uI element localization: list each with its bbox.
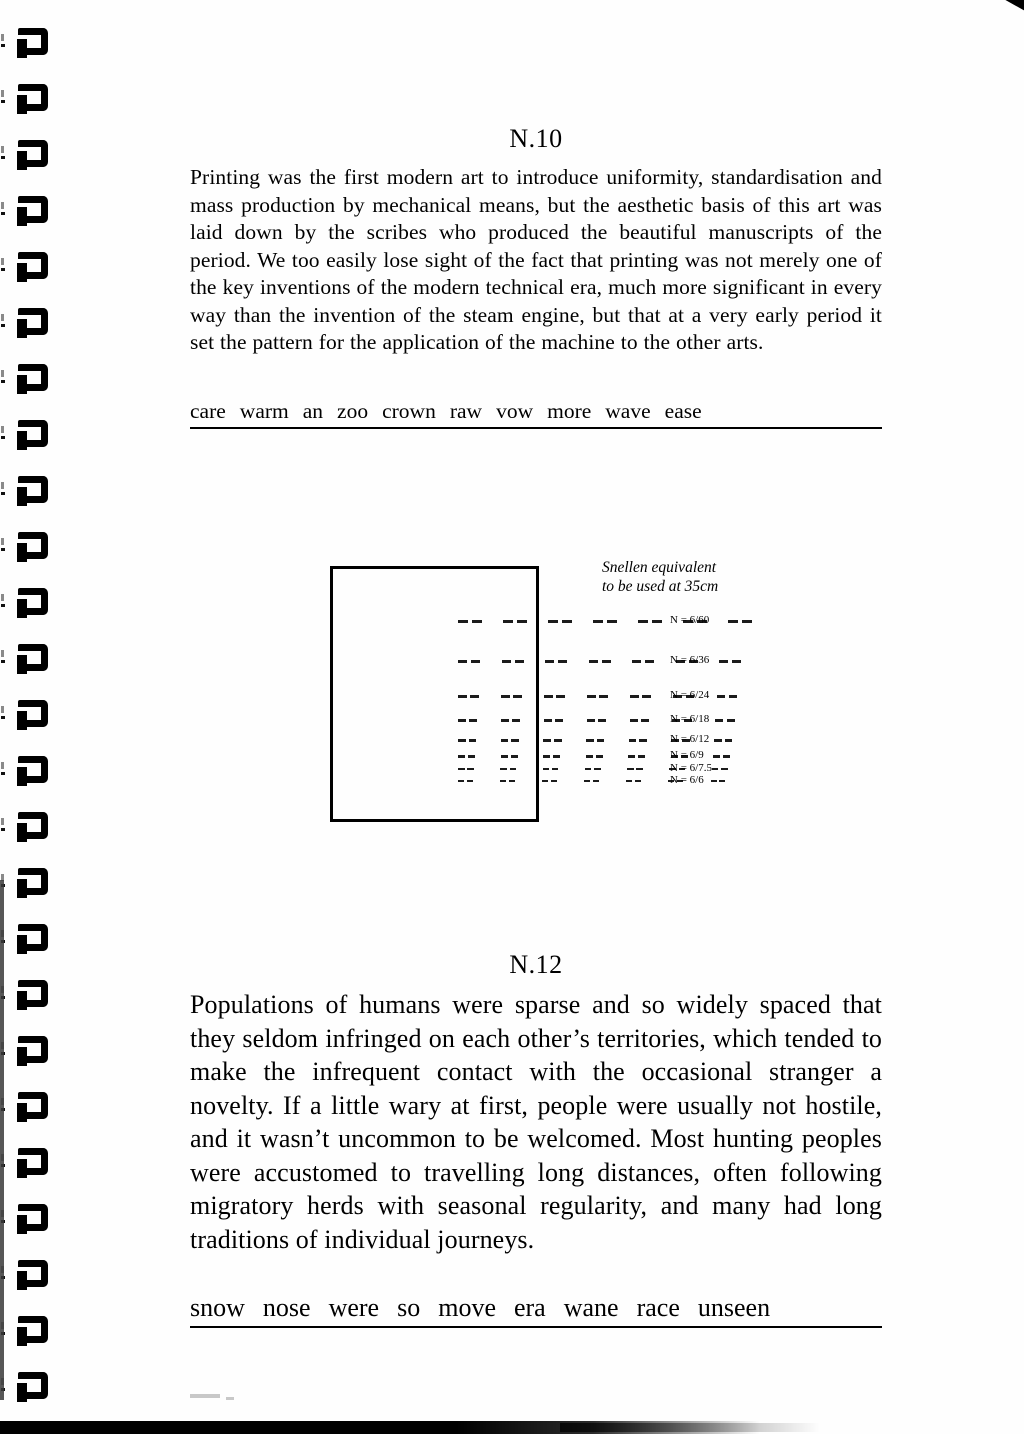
snellen-dash bbox=[719, 780, 725, 782]
snellen-dash bbox=[721, 768, 728, 770]
spiral-ring-core bbox=[17, 1383, 27, 1402]
word-item: ease bbox=[664, 399, 702, 423]
snellen-dash-pair bbox=[712, 768, 728, 770]
snellen-dash-pair bbox=[632, 660, 654, 663]
snellen-acuity-label: N = 6/36 bbox=[670, 654, 710, 666]
word-item: so bbox=[397, 1293, 421, 1322]
spiral-ring-icon bbox=[18, 196, 48, 223]
snellen-dash-pair bbox=[593, 620, 617, 623]
snellen-dash bbox=[585, 768, 592, 770]
snellen-dash bbox=[543, 739, 551, 742]
spiral-ring-icon bbox=[18, 364, 48, 391]
snellen-dash bbox=[628, 755, 635, 758]
snellen-dash bbox=[597, 739, 605, 742]
word-item: were bbox=[328, 1293, 380, 1322]
word-item: care bbox=[190, 399, 226, 423]
snellen-dash bbox=[513, 695, 522, 698]
snellen-acuity-label: N = 6/24 bbox=[670, 689, 710, 701]
snellen-dash-pair bbox=[458, 620, 482, 623]
snellen-dash bbox=[714, 739, 722, 742]
snellen-dash-pair bbox=[586, 739, 604, 742]
snellen-dash-pair bbox=[548, 620, 572, 623]
spiral-ring-icon bbox=[18, 924, 48, 951]
snellen-acuity-label: N = 6/6 bbox=[670, 774, 704, 786]
snellen-dash-pair bbox=[584, 780, 599, 782]
corner-wedge-mark bbox=[988, 0, 1024, 18]
snellen-dash bbox=[512, 719, 520, 722]
snellen-dash bbox=[458, 719, 466, 722]
spiral-ring-icon bbox=[18, 476, 48, 503]
punch-hole-mark bbox=[1, 706, 4, 713]
snellen-dash bbox=[458, 660, 467, 663]
snellen-dash bbox=[515, 660, 524, 663]
snellen-dash bbox=[510, 768, 517, 770]
snellen-dash bbox=[602, 660, 611, 663]
snellen-dash bbox=[554, 739, 562, 742]
punch-hole-mark bbox=[1, 34, 4, 41]
snellen-dash bbox=[470, 695, 479, 698]
punch-hole-mark bbox=[1, 818, 4, 825]
snellen-dash bbox=[544, 695, 553, 698]
word-line-n10-wrap bbox=[190, 398, 882, 429]
snellen-dash bbox=[645, 660, 654, 663]
snellen-acuity-label: N = 6/18 bbox=[670, 713, 710, 725]
snellen-dash-pair bbox=[501, 719, 520, 722]
snellen-dash bbox=[723, 755, 730, 758]
punch-hole-mark bbox=[1, 426, 4, 433]
word-item: an bbox=[302, 399, 324, 423]
snellen-dash bbox=[471, 660, 480, 663]
spiral-ring-icon bbox=[18, 84, 48, 111]
snellen-dash-pair bbox=[544, 695, 565, 698]
snellen-dash bbox=[589, 660, 598, 663]
snellen-dash bbox=[542, 780, 548, 782]
punch-hole-mark bbox=[1, 762, 4, 769]
snellen-dash-pair bbox=[458, 755, 475, 758]
snellen-dash-pair bbox=[458, 780, 473, 782]
word-item: crown bbox=[382, 399, 436, 423]
snellen-dash bbox=[607, 620, 617, 623]
snellen-dash bbox=[467, 780, 473, 782]
spiral-ring-core bbox=[17, 1047, 27, 1066]
snellen-dash bbox=[458, 620, 468, 623]
spiral-ring-icon bbox=[18, 1316, 48, 1343]
section-number-n10: N.10 bbox=[509, 124, 563, 153]
snellen-dash-pair bbox=[586, 755, 603, 758]
snellen-dash bbox=[594, 768, 601, 770]
snellen-dash bbox=[639, 739, 647, 742]
snellen-dash bbox=[511, 755, 518, 758]
snellen-dash bbox=[501, 719, 509, 722]
snellen-acuity-label: N = 6/7.5 bbox=[670, 762, 712, 774]
snellen-dash bbox=[598, 719, 606, 722]
snellen-dash bbox=[629, 739, 637, 742]
snellen-dash bbox=[548, 620, 558, 623]
word-item: move bbox=[438, 1293, 496, 1322]
spiral-binding bbox=[0, 0, 70, 1434]
snellen-dash bbox=[509, 780, 515, 782]
snellen-dash bbox=[727, 719, 735, 722]
snellen-dash bbox=[725, 739, 733, 742]
word-line-n12-wrap bbox=[190, 1292, 882, 1328]
spiral-ring-core bbox=[17, 543, 27, 562]
spiral-ring-core bbox=[17, 431, 27, 450]
spiral-ring-core bbox=[17, 1327, 27, 1346]
punch-hole-mark bbox=[1, 90, 4, 97]
snellen-dash bbox=[502, 660, 511, 663]
word-item: vow bbox=[496, 399, 534, 423]
spiral-ring-core bbox=[17, 263, 27, 282]
snellen-dash bbox=[467, 768, 474, 770]
snellen-dash bbox=[593, 780, 599, 782]
snellen-acuity-label: N = 6/60 bbox=[670, 614, 710, 626]
punch-hole-mark bbox=[1, 258, 4, 265]
snellen-dash bbox=[642, 695, 651, 698]
spiral-ring-icon bbox=[18, 1092, 48, 1119]
word-list-n10 bbox=[190, 398, 882, 429]
punch-hole-mark bbox=[1, 594, 4, 601]
snellen-dash bbox=[552, 768, 559, 770]
snellen-dash-pair bbox=[543, 739, 561, 742]
snellen-chart-box bbox=[330, 566, 539, 822]
snellen-dash-pair bbox=[545, 660, 567, 663]
word-item: more bbox=[547, 399, 592, 423]
word-item: era bbox=[513, 1293, 546, 1322]
spiral-ring-core bbox=[17, 319, 27, 338]
snellen-acuity-label: N = 6/12 bbox=[670, 733, 710, 745]
snellen-caption-line-2: to be used at 35cm bbox=[602, 578, 719, 595]
snellen-dash-pair bbox=[626, 780, 641, 782]
snellen-dash-pair bbox=[543, 755, 560, 758]
snellen-dash-pair bbox=[728, 620, 752, 623]
spiral-ring-icon bbox=[18, 1204, 48, 1231]
word-item: raw bbox=[449, 399, 483, 423]
snellen-dash bbox=[632, 660, 641, 663]
snellen-dash bbox=[742, 620, 752, 623]
spiral-ring-core bbox=[17, 711, 27, 730]
snellen-dash bbox=[717, 695, 726, 698]
spiral-ring-core bbox=[17, 599, 27, 618]
paragraph-n12-wrap bbox=[190, 988, 882, 1256]
snellen-dash bbox=[584, 780, 590, 782]
snellen-dash bbox=[638, 620, 648, 623]
snellen-dash-pair bbox=[458, 660, 480, 663]
snellen-dash-pair bbox=[630, 695, 651, 698]
spiral-ring-icon bbox=[18, 1036, 48, 1063]
spiral-ring-icon bbox=[18, 812, 48, 839]
snellen-dash bbox=[468, 755, 475, 758]
spiral-ring-icon bbox=[18, 140, 48, 167]
snellen-chart bbox=[330, 559, 750, 836]
spiral-ring-core bbox=[17, 935, 27, 954]
snellen-dash bbox=[545, 660, 554, 663]
section-n10 bbox=[190, 126, 882, 152]
snellen-dash bbox=[469, 739, 477, 742]
spiral-ring-icon bbox=[18, 644, 48, 671]
spiral-ring-icon bbox=[18, 756, 48, 783]
spiral-ring-core bbox=[17, 39, 27, 58]
spiral-ring-icon bbox=[18, 252, 48, 279]
spiral-ring-core bbox=[17, 823, 27, 842]
word-item: nose bbox=[262, 1293, 311, 1322]
snellen-dash-pair bbox=[501, 739, 519, 742]
snellen-dash-pair bbox=[585, 768, 601, 770]
snellen-dash bbox=[729, 695, 738, 698]
spiral-ring-icon bbox=[18, 1260, 48, 1287]
snellen-dash-pair bbox=[638, 620, 662, 623]
snellen-dash-pair bbox=[715, 719, 734, 722]
spiral-ring-core bbox=[17, 767, 27, 786]
snellen-dash-pair bbox=[503, 620, 527, 623]
snellen-dash bbox=[630, 719, 638, 722]
snellen-dash-pair bbox=[587, 719, 606, 722]
snellen-dash bbox=[458, 695, 467, 698]
snellen-dash bbox=[713, 755, 720, 758]
snellen-dash-pair bbox=[627, 768, 643, 770]
snellen-dash bbox=[511, 739, 519, 742]
spiral-ring-core bbox=[17, 879, 27, 898]
snellen-dash-pair bbox=[458, 768, 474, 770]
snellen-dash bbox=[712, 768, 719, 770]
snellen-dash bbox=[638, 755, 645, 758]
spiral-ring-core bbox=[17, 1159, 27, 1178]
bottom-scan-bar-fade bbox=[560, 1423, 820, 1432]
spiral-ring-icon bbox=[18, 308, 48, 335]
spiral-ring-core bbox=[17, 151, 27, 170]
snellen-dash bbox=[558, 660, 567, 663]
spiral-ring-core bbox=[17, 655, 27, 674]
spiral-ring-core bbox=[17, 207, 27, 226]
word-item: warm bbox=[239, 399, 289, 423]
paragraph-n10-wrap bbox=[190, 164, 882, 357]
word-item: zoo bbox=[337, 399, 369, 423]
section-n12 bbox=[190, 952, 882, 978]
section-number-n12: N.12 bbox=[509, 950, 563, 979]
punch-hole-mark bbox=[1, 650, 4, 657]
word-list-n12 bbox=[190, 1292, 882, 1328]
snellen-dash bbox=[551, 780, 557, 782]
snellen-dash bbox=[599, 695, 608, 698]
snellen-dash bbox=[562, 620, 572, 623]
snellen-dash bbox=[587, 719, 595, 722]
snellen-dash bbox=[556, 695, 565, 698]
snellen-dash bbox=[593, 620, 603, 623]
punch-hole-mark bbox=[1, 202, 4, 209]
snellen-dash bbox=[501, 755, 508, 758]
snellen-dash bbox=[472, 620, 482, 623]
snellen-dash-pair bbox=[629, 739, 647, 742]
snellen-dash-pair bbox=[714, 739, 732, 742]
snellen-dash-pair bbox=[458, 739, 476, 742]
snellen-dash bbox=[458, 780, 464, 782]
snellen-dash-pair bbox=[500, 780, 515, 782]
left-edge-shadow bbox=[0, 880, 4, 1400]
spiral-ring-core bbox=[17, 487, 27, 506]
spiral-ring-icon bbox=[18, 980, 48, 1007]
spiral-ring-core bbox=[17, 95, 27, 114]
punch-hole-mark bbox=[1, 146, 4, 153]
word-item: wane bbox=[563, 1293, 619, 1322]
spiral-ring-icon bbox=[18, 1148, 48, 1175]
spiral-ring-core bbox=[17, 375, 27, 394]
snellen-dash-pair bbox=[458, 719, 477, 722]
snellen-dash-pair bbox=[719, 660, 741, 663]
spiral-ring-icon bbox=[18, 28, 48, 55]
paragraph-n12: Populations of humans were sparse and so widely spaced that they seldom infringed on each other’s territories, which tended to make the infrequent contact with the occasional stranger a novelty. If a little wary at first, people were usually not hostile, and it wasn’t uncommon to be welcomed. Most hunting peoples were accustomed to travelling long distances, often following migratory herds with seasonal regularity, and many had long traditions of individual journeys. bbox=[190, 990, 882, 1254]
snellen-dash bbox=[458, 768, 465, 770]
snellen-dash bbox=[636, 768, 643, 770]
spiral-ring-icon bbox=[18, 532, 48, 559]
snellen-dash bbox=[500, 780, 506, 782]
word-item: unseen bbox=[697, 1293, 771, 1322]
snellen-dash-pair bbox=[501, 755, 518, 758]
snellen-dash bbox=[626, 780, 632, 782]
snellen-dash bbox=[544, 719, 552, 722]
snellen-dash-pair bbox=[713, 755, 730, 758]
snellen-dash-pair bbox=[543, 768, 559, 770]
snellen-acuity-label: N = 6/9 bbox=[670, 749, 704, 761]
snellen-dash bbox=[555, 719, 563, 722]
spiral-ring-core bbox=[17, 991, 27, 1010]
snellen-dash bbox=[715, 719, 723, 722]
snellen-dash bbox=[501, 739, 509, 742]
snellen-dash bbox=[719, 660, 728, 663]
snellen-dash-pair bbox=[502, 660, 524, 663]
snellen-dash-pair bbox=[542, 780, 557, 782]
spiral-ring-icon bbox=[18, 420, 48, 447]
snellen-dash bbox=[728, 620, 738, 623]
snellen-dash bbox=[503, 620, 513, 623]
snellen-dash bbox=[630, 695, 639, 698]
snellen-dash-pair bbox=[630, 719, 649, 722]
snellen-dash bbox=[596, 755, 603, 758]
snellen-dash bbox=[543, 768, 550, 770]
snellen-dash-pair bbox=[587, 695, 608, 698]
spiral-ring-icon bbox=[18, 868, 48, 895]
spiral-ring-core bbox=[17, 1215, 27, 1234]
snellen-dash-pair bbox=[717, 695, 738, 698]
snellen-dash bbox=[586, 739, 594, 742]
snellen-dash bbox=[627, 768, 634, 770]
paragraph-n10: Printing was the first modern art to introduce uniformity, standardisation and mass production by mechanical means, but the aesthetic basis of this art was laid down by the scribes who produced the beautiful manuscripts of the period. We too easily lose sight of the fact that printing was not merely one of the key inventions of the modern technical era, much more significant in every way than the invention of the steam engine, but that at a very early period it set the pattern for the application of the machine to the other arts. bbox=[190, 165, 882, 354]
punch-hole-mark bbox=[1, 314, 4, 321]
snellen-caption-line-1: Snellen equivalent bbox=[602, 559, 717, 576]
snellen-dash bbox=[641, 719, 649, 722]
snellen-dash bbox=[635, 780, 641, 782]
snellen-dash bbox=[501, 695, 510, 698]
snellen-dash bbox=[586, 755, 593, 758]
word-item: snow bbox=[190, 1293, 245, 1322]
scan-speck bbox=[190, 1394, 220, 1398]
snellen-dash bbox=[517, 620, 527, 623]
snellen-dash bbox=[652, 620, 662, 623]
snellen-dash-pair bbox=[500, 768, 516, 770]
snellen-dash bbox=[458, 739, 466, 742]
snellen-dash bbox=[500, 768, 507, 770]
punch-hole-mark bbox=[1, 538, 4, 545]
scan-speck bbox=[226, 1397, 234, 1400]
spiral-ring-icon bbox=[18, 1372, 48, 1399]
snellen-dash-pair bbox=[628, 755, 645, 758]
snellen-dash-pair bbox=[711, 780, 726, 782]
snellen-dash bbox=[543, 755, 550, 758]
snellen-dash-pair bbox=[544, 719, 563, 722]
snellen-dash-pair bbox=[458, 695, 479, 698]
corner-wedge-shape bbox=[991, 0, 1024, 16]
snellen-dash bbox=[587, 695, 596, 698]
spiral-ring-icon bbox=[18, 700, 48, 727]
snellen-dash bbox=[732, 660, 741, 663]
snellen-dash-pair bbox=[501, 695, 522, 698]
word-item: wave bbox=[605, 399, 651, 423]
spiral-ring-core bbox=[17, 1103, 27, 1122]
snellen-dash bbox=[711, 780, 717, 782]
word-item: race bbox=[636, 1293, 680, 1322]
spiral-ring-core bbox=[17, 1271, 27, 1290]
snellen-dash bbox=[458, 755, 465, 758]
punch-hole-mark bbox=[1, 370, 4, 377]
snellen-caption bbox=[602, 558, 777, 596]
snellen-dash bbox=[553, 755, 560, 758]
snellen-dash-pair bbox=[589, 660, 611, 663]
spiral-ring-icon bbox=[18, 588, 48, 615]
punch-hole-mark bbox=[1, 482, 4, 489]
snellen-dash bbox=[469, 719, 477, 722]
